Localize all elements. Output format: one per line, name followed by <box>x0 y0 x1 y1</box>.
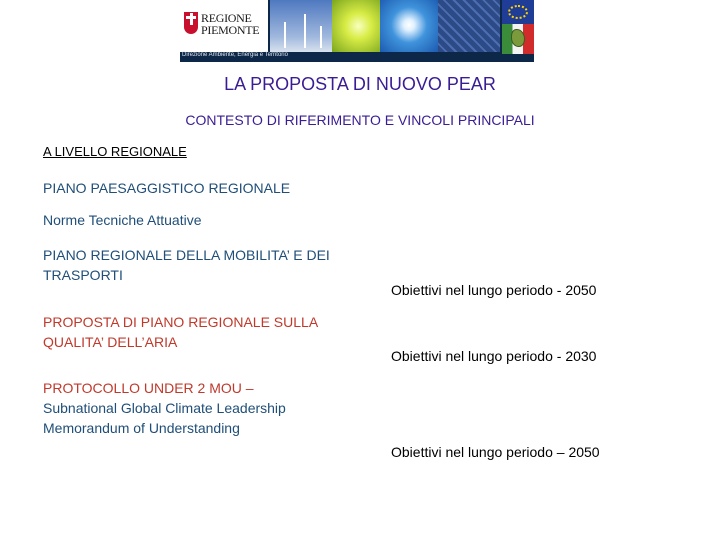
banner-tagline: Direzione Ambiente, Energia e Territorio <box>182 52 288 58</box>
objective-text: Obiettivi nel lungo periodo - 2030 <box>391 348 597 364</box>
list-item: PROPOSTA DI PIANO REGIONALE SULLA QUALITA’ DELL’ARIA <box>43 314 318 350</box>
list-item: PIANO PAESAGGISTICO REGIONALE <box>43 180 291 196</box>
list-item: PIANO REGIONALE DELLA MOBILITA’ E DEI TRASPORTI <box>43 247 330 283</box>
objective-text: Obiettivi nel lungo periodo - 2050 <box>391 282 597 298</box>
eu-flag-icon <box>502 0 534 24</box>
page-subtitle: CONTESTO DI RIFERIMENTO E VINCOLI PRINCIPALI <box>185 112 535 128</box>
header-banner <box>180 0 534 62</box>
logo-text: REGIONE PIEMONTE <box>201 11 260 37</box>
list-item: Norme Tecniche Attuative <box>43 212 202 228</box>
section-label: A LIVELLO REGIONALE <box>43 144 187 159</box>
list-item-title: PROTOCOLLO UNDER 2 MOU – <box>43 380 254 396</box>
regione-piemonte-shield-icon <box>184 12 198 34</box>
page-title: LA PROPOSTA DI NUOVO PEAR <box>224 74 496 94</box>
sun-icon <box>380 0 438 52</box>
list-item <box>43 378 343 438</box>
wind-turbine-icon <box>270 0 332 52</box>
piemonte-map-icon <box>502 24 534 54</box>
light-bulb-icon <box>332 0 380 52</box>
solar-panel-icon <box>438 0 500 52</box>
objective-text: Obiettivi nel lungo periodo – 2050 <box>391 444 600 460</box>
regione-piemonte-logo <box>180 0 268 52</box>
list-item-subtitle: Subnational Global Climate Leadership Memorandum of Understanding <box>43 400 286 436</box>
